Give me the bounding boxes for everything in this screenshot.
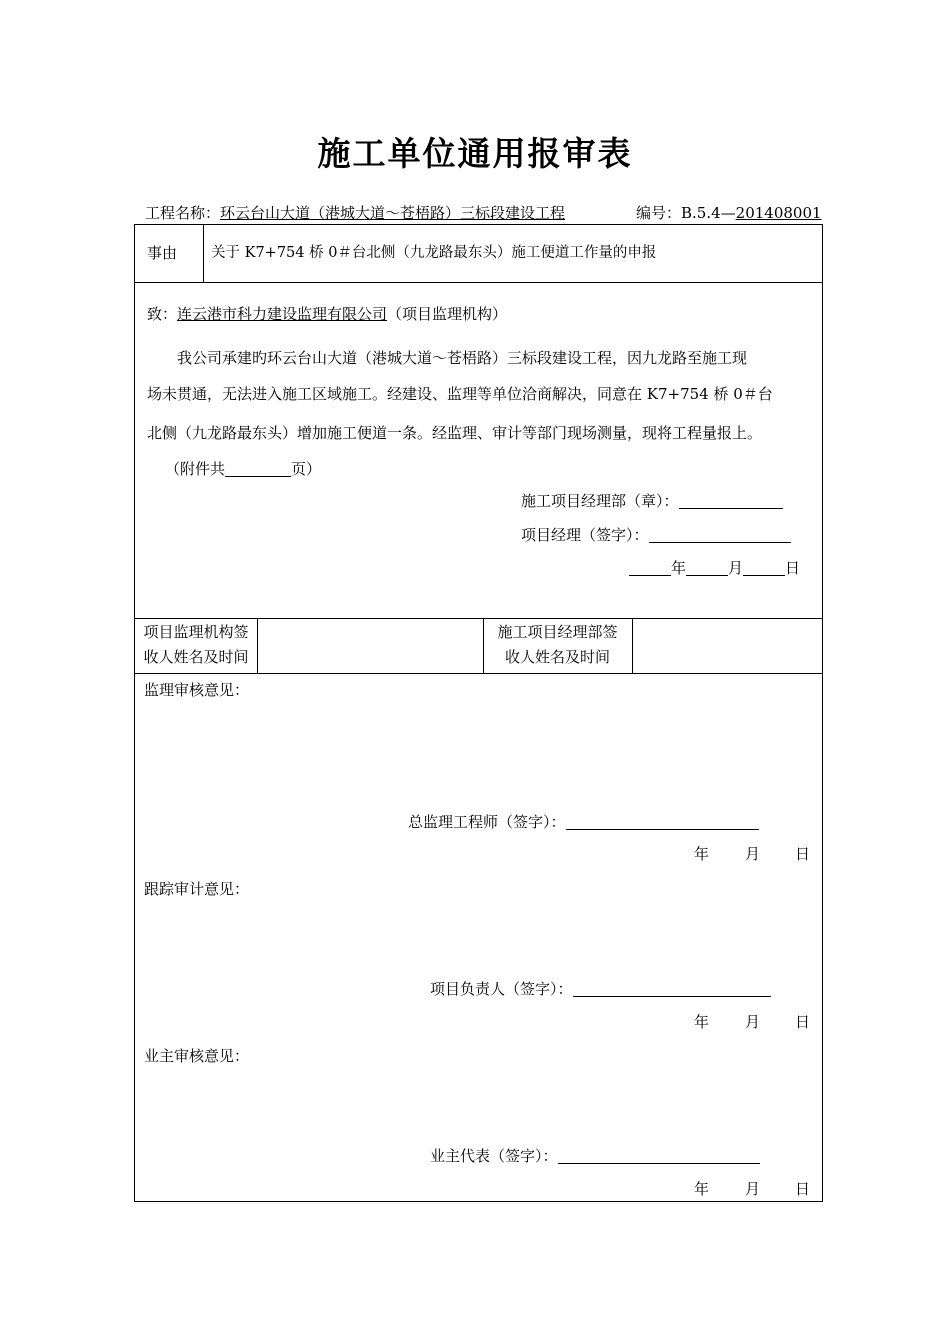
divider bbox=[257, 618, 258, 673]
owner-rep-sign-row: 业主代表（签字）： bbox=[430, 1149, 760, 1164]
audit-review-heading: 跟踪审计意见： bbox=[144, 880, 250, 898]
contractor-receipt-label: 施工项目经理部签 收人姓名及时间 bbox=[497, 623, 618, 666]
audit-date-month: 月 bbox=[745, 1013, 761, 1031]
project-lead-sign-row: 项目负责人（签字）： bbox=[430, 982, 771, 997]
project-name-row bbox=[145, 202, 565, 223]
divider bbox=[135, 618, 822, 619]
manager-sign-label: 项目经理（签字）： bbox=[521, 526, 649, 544]
owner-date-month: 月 bbox=[745, 1180, 761, 1198]
addressee-row bbox=[147, 307, 507, 322]
body-paragraph-line: 我公司承建旳环云台山大道（港城大道～苍梧路）三标段建设工程，因九龙路至施工现 bbox=[177, 349, 748, 367]
divider bbox=[203, 225, 204, 282]
subject-text: 关于 K7+754 桥 0＃台北侧（九龙路最东头）施工便道工作量的申报 bbox=[211, 245, 657, 261]
form-code-row bbox=[636, 202, 822, 223]
divider bbox=[135, 282, 822, 283]
attachment-count-blank bbox=[225, 462, 291, 477]
form-title: 施工单位通用报审表 bbox=[317, 134, 633, 173]
supervision-date-day: 日 bbox=[795, 845, 811, 863]
divider bbox=[135, 673, 822, 674]
manager-sign-blank bbox=[649, 528, 791, 543]
project-label: 工程名称： bbox=[145, 204, 221, 222]
approval-form bbox=[134, 224, 823, 1202]
code-label: 编号：B.5.4— bbox=[636, 204, 736, 222]
supervisor-receipt-label: 项目监理机构签 收人姓名及时间 bbox=[143, 623, 249, 666]
divider bbox=[632, 618, 633, 673]
manager-sign-row bbox=[521, 528, 791, 543]
audit-date-day: 日 bbox=[795, 1013, 811, 1031]
addressee-prefix: 致： bbox=[147, 305, 178, 323]
project-name: 环云台山大道（港城大道～苍梧路）三标段建设工程 bbox=[220, 204, 566, 222]
body-paragraph-line: 北侧（九龙路最东头）增加施工便道一条。经监理、审计等部门现场测量，现将工程量报上。 bbox=[147, 424, 763, 442]
supervision-review-heading: 监理审核意见： bbox=[144, 681, 250, 699]
dept-seal-row bbox=[521, 494, 783, 509]
supervision-date-year: 年 bbox=[694, 845, 710, 863]
code-value: 201408001 bbox=[735, 204, 822, 222]
dept-seal-blank bbox=[679, 494, 783, 509]
addressee-suffix: （项目监理机构） bbox=[387, 305, 508, 323]
addressee-name: 连云港市科力建设监理有限公司 bbox=[177, 305, 388, 323]
report-date-row: 年 月 日 bbox=[629, 561, 800, 576]
attachment-count: （附件共 页） bbox=[165, 460, 322, 478]
body-paragraph-line: 场未贯通，无法进入施工区域施工。经建设、监理等单位洽商解决，同意在 K7+754 桥 0＃台 bbox=[147, 385, 773, 403]
owner-review-heading: 业主审核意见： bbox=[144, 1047, 250, 1065]
owner-date-day: 日 bbox=[795, 1180, 811, 1198]
owner-date-year: 年 bbox=[694, 1180, 710, 1198]
subject-label: 事由 bbox=[147, 244, 178, 262]
dept-seal-label: 施工项目经理部（章）： bbox=[521, 492, 679, 510]
chief-supervisor-sign-row: 总监理工程师（签字）： bbox=[408, 815, 759, 830]
supervision-date-month: 月 bbox=[745, 845, 761, 863]
audit-date-year: 年 bbox=[694, 1013, 710, 1031]
